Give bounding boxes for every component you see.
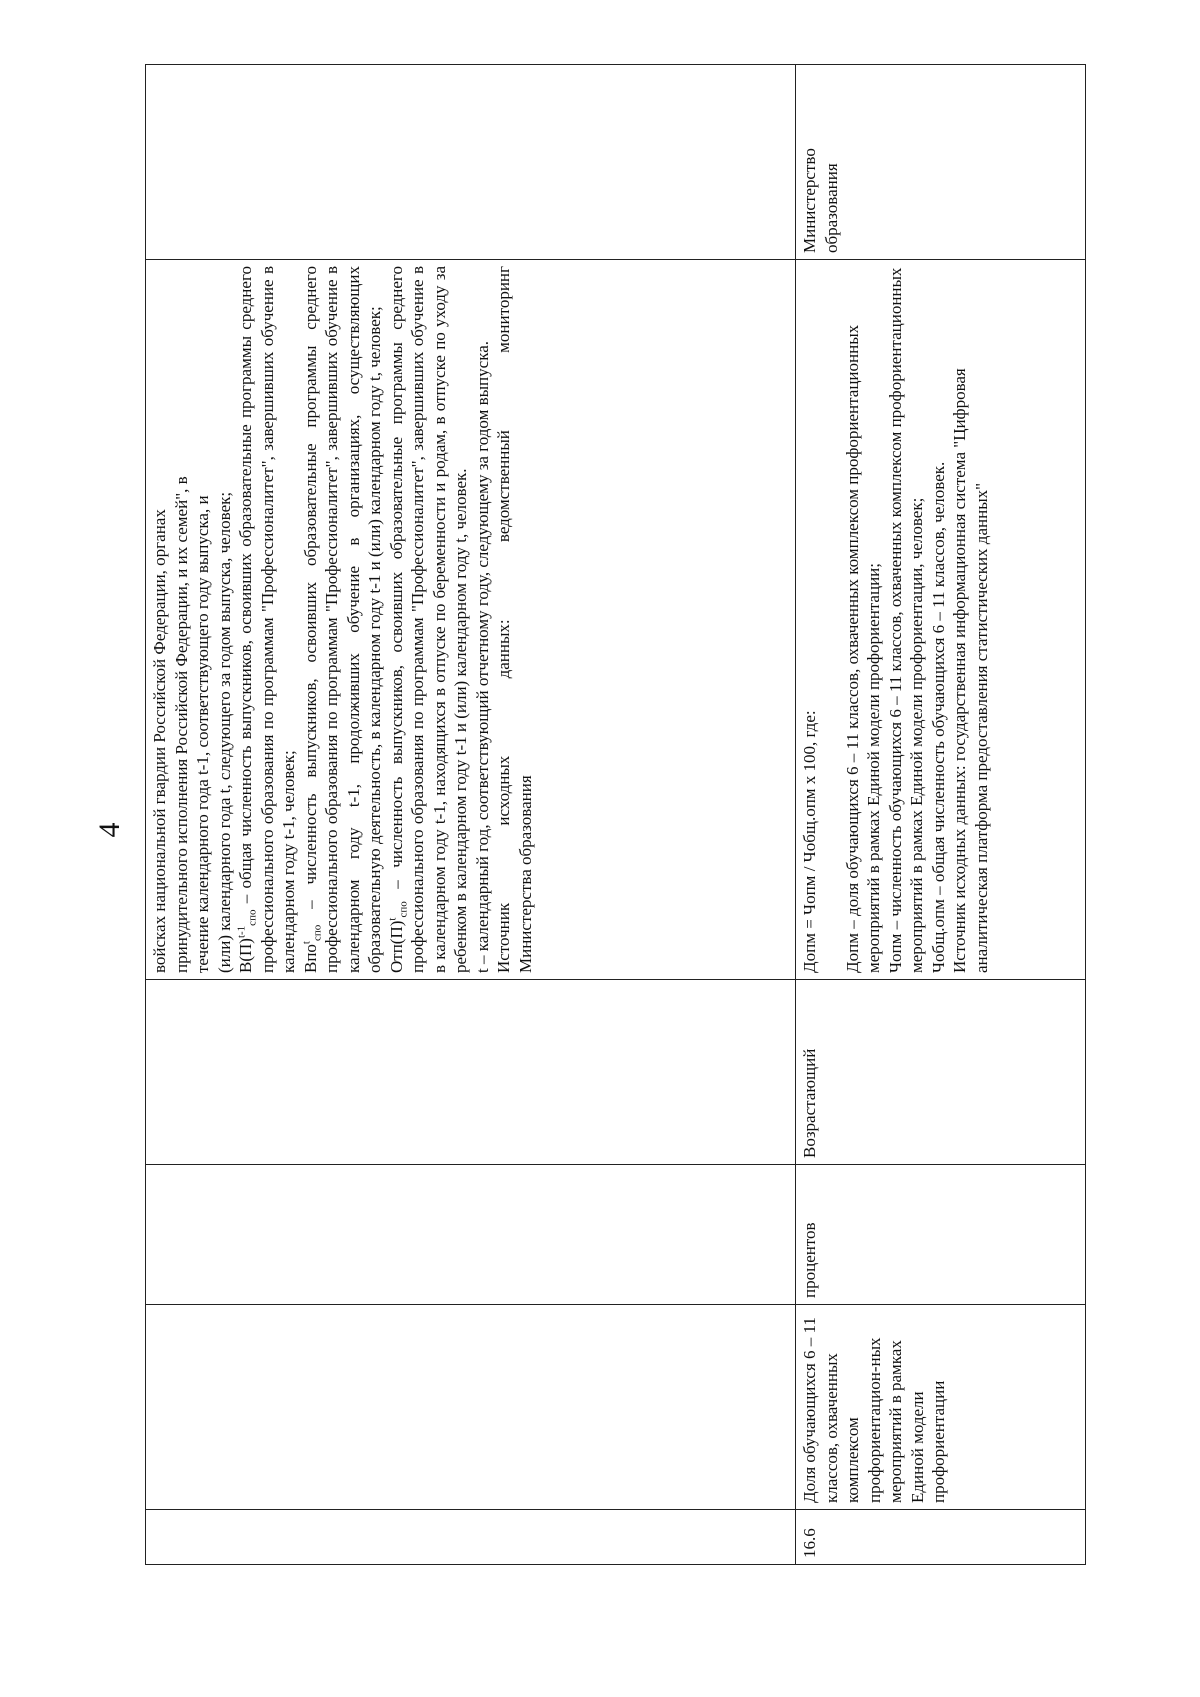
cell-number: 16.6 [796, 1510, 1086, 1565]
cell-unit [146, 1165, 796, 1305]
cell-unit: процентов [796, 1165, 1086, 1305]
method-line: Чопм – численность обучающихся 6 – 11 классов, охваченных комплексом профориентационных мероприятий в рамках Единой модели профориентации, человек; [885, 267, 926, 973]
method-line: Источник исходных данных: государственная информационная система "Цифровая аналитическая платформа предоставления статистических данных" [950, 368, 991, 973]
definition-on-leave: $Отп(П)^t_{спо}$ – численность выпускников, освоивших образовательные программы среднего профессионального образования по программам "Профессионалитет", завершивших обучение в в календарном году t-1, находящихся в отпуске по беременности и родам, в отпуске по уходу за ребенком в календарном году t-1 и (или) календарном году t, человек. [385, 266, 470, 973]
cell-indicator-name: Доля обучающихся 6 – 11 классов, охваченных комплексом профориентацион-ных мероприятий в рамках Единой модели профориентации [796, 1305, 1086, 1510]
definition-total-graduates: $В(П)^{t-1}_{спо}$ – общая численность выпускников, освоивших образовательные программы среднего профессионального образования по программам "Профессионалитет", завершивших обучение в календарном году t-1, человек; [235, 266, 298, 973]
cell-method [146, 260, 796, 980]
method-line: принудительного исполнения Российской Федерации, и их семей", в [171, 476, 191, 973]
method-line: (или) календарного года t, следующего за годом выпуска, человек; [214, 491, 234, 973]
cell-indicator-name [146, 1305, 796, 1510]
indicators-table [145, 64, 1086, 1565]
cell-responsible [146, 65, 796, 260]
method-line: войсках национальной гвардии Российской Федерации, органах [150, 509, 169, 973]
table-row-continuation [146, 65, 796, 1565]
cell-direction: Возрастающий [796, 980, 1086, 1165]
method-line: Допм – доля обучающихся 6 – 11 классов, охваченных комплексом профориентационных мероприятий в рамках Единой модели профориентации; [842, 324, 883, 973]
table-row-16-6 [796, 65, 1086, 1565]
method-line: Чобщ.опм – общая численность обучающихся 6 – 11 классов, человек. [928, 461, 948, 973]
cell-responsible: Министерство образования [796, 65, 1086, 260]
cell-method [796, 260, 1086, 980]
definition-continued-education: Впо$^t_{спо}$ – численность выпускников, освоивших образовательные программы среднего профессионального образования по программам "Профессионалитет", завершивших обучение в календарном году t-1, продолживших обучение в организациях, осуществляющих образовательную деятельность, в календарном году t-1 и (или) календарном году t, человек; [299, 266, 384, 973]
cell-number [146, 1510, 796, 1565]
page-number: 4 [93, 822, 126, 838]
formula: Допм = Чопм / Чобщ.опм x 100, где: [800, 710, 819, 973]
definition-t: t – календарный год, соответствующий отчетному году, следующему за годом выпуска. [472, 341, 492, 973]
rotated-table-frame [145, 65, 1085, 1565]
cell-direction [146, 980, 796, 1165]
method-line: течение календарного года t-1, соответствующего году выпуска, и [193, 495, 212, 973]
source-tail: Министерства образования [515, 775, 535, 973]
source-line: Источник исходных данных: ведомственный мониторинг [494, 266, 513, 973]
